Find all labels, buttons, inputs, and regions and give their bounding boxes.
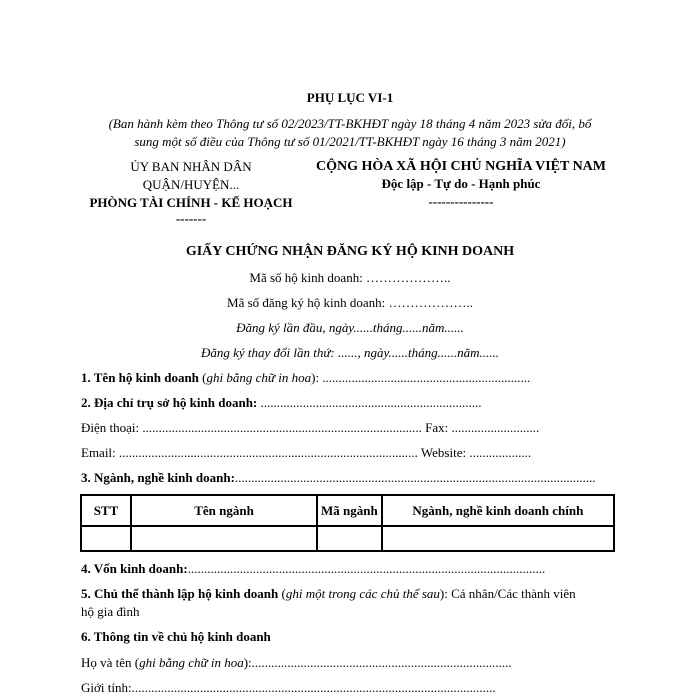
right-header-line-1: CỘNG HÒA XÃ HỘI CHỦ NGHĨA VIỆT NAM xyxy=(315,159,606,174)
section-4-dots: .............................................................................................................. xyxy=(187,561,546,576)
change-registration-line: Đăng ký thay đổi lần thứ: ......, ngày......tháng......năm...... xyxy=(200,345,500,360)
table-header-row xyxy=(81,495,614,526)
table-cell xyxy=(81,526,131,551)
table-cell xyxy=(382,526,614,551)
section-1-paren: ( xyxy=(202,370,207,385)
section-1-note: ghi bằng chữ in hoa xyxy=(206,370,312,385)
right-header-rule: --------------- xyxy=(428,194,494,209)
gender-label: Giới tính: xyxy=(81,680,132,695)
email-dots: ............................................................................................ Website: ................... xyxy=(118,445,532,460)
section-2 xyxy=(81,395,482,411)
section-5-note: ghi một trong các chủ thể sau xyxy=(285,586,440,601)
email-row xyxy=(81,445,531,461)
first-registration-line: Đăng ký lần đầu, ngày......tháng......năm...... xyxy=(236,320,464,335)
owner-name-row xyxy=(81,655,512,671)
section-2-label: 2. Địa chỉ trụ sở hộ kinh doanh: xyxy=(81,395,258,410)
header-industry-name: Tên ngành xyxy=(131,495,317,526)
table-cell xyxy=(317,526,382,551)
right-header-line-2: Độc lập - Tự do - Hạnh phúc xyxy=(381,176,541,191)
header-main-industry: Ngành, nghề kinh doanh chính xyxy=(382,495,614,526)
left-header xyxy=(80,159,302,227)
left-header-line-3: PHÒNG TÀI CHÍNH - KẾ HOẠCH xyxy=(89,195,293,210)
section-5-paren: ( xyxy=(281,586,286,601)
gender-row xyxy=(81,680,496,696)
section-4 xyxy=(81,561,545,577)
section-3 xyxy=(81,470,596,486)
section-6: 6. Thông tin về chủ hộ kinh doanh xyxy=(81,629,271,644)
header-industry-code: Mã ngành xyxy=(317,495,382,526)
left-header-line-1: ỦY BAN NHÂN DÂN xyxy=(130,159,252,174)
section-5-continued: hộ gia đình xyxy=(81,604,140,619)
left-header-rule: ------- xyxy=(175,211,207,226)
phone-row xyxy=(81,420,539,436)
email-label: Email: xyxy=(81,445,119,460)
section-5 xyxy=(81,586,576,602)
section-1-dots: ): ................................................................ xyxy=(311,370,531,385)
phone-label: Điện thoại: xyxy=(81,420,143,435)
gender-dots: ................................................................................................................ xyxy=(131,680,496,695)
phone-dots: ...................................................................................... Fax: ........................... xyxy=(142,420,540,435)
section-5-label: 5. Chủ thể thành lập hộ kinh doanh xyxy=(81,586,279,601)
document-title: GIẤY CHỨNG NHẬN ĐĂNG KÝ HỘ KINH DOANH xyxy=(185,244,515,259)
section-3-dots: ............................................................................................................... xyxy=(234,470,596,485)
owner-name-note: ghi bằng chữ in hoa xyxy=(139,655,244,670)
owner-name-dots: ):................................................................................ xyxy=(243,655,512,670)
subtitle-line-1: (Ban hành kèm theo Thông tư số 02/2023/TT-BKHĐT ngày 18 tháng 4 năm 2023 sửa đổi, bổ xyxy=(108,116,592,131)
owner-name-label: Họ và tên ( xyxy=(81,655,140,670)
table-cell xyxy=(131,526,317,551)
section-4-label: 4. Vốn kinh doanh: xyxy=(81,561,188,576)
registration-code-line: Mã số đăng ký hộ kinh doanh: ……………….. xyxy=(227,295,473,310)
business-lines-table xyxy=(80,494,615,552)
left-header-line-2: QUẬN/HUYỆN... xyxy=(142,177,240,192)
appendix-title: PHỤ LỤC VI-1 xyxy=(306,90,394,105)
right-header xyxy=(315,159,607,210)
section-2-dots: .................................................................... xyxy=(257,395,482,410)
business-code-line: Mã số hộ kinh doanh: ……………….. xyxy=(249,270,451,285)
table-row xyxy=(81,526,614,551)
subtitle-line-2: sung một số điều của Thông tư số 01/2021/TT-BKHĐT ngày 16 tháng 3 năm 2021) xyxy=(134,134,566,149)
header-stt: STT xyxy=(81,495,131,526)
section-5-rest: ): Cá nhân/Các thành viên xyxy=(439,586,576,601)
section-1-label: 1. Tên hộ kinh doanh xyxy=(81,370,199,385)
section-1 xyxy=(81,370,530,386)
section-3-label: 3. Ngành, nghề kinh doanh: xyxy=(81,470,235,485)
